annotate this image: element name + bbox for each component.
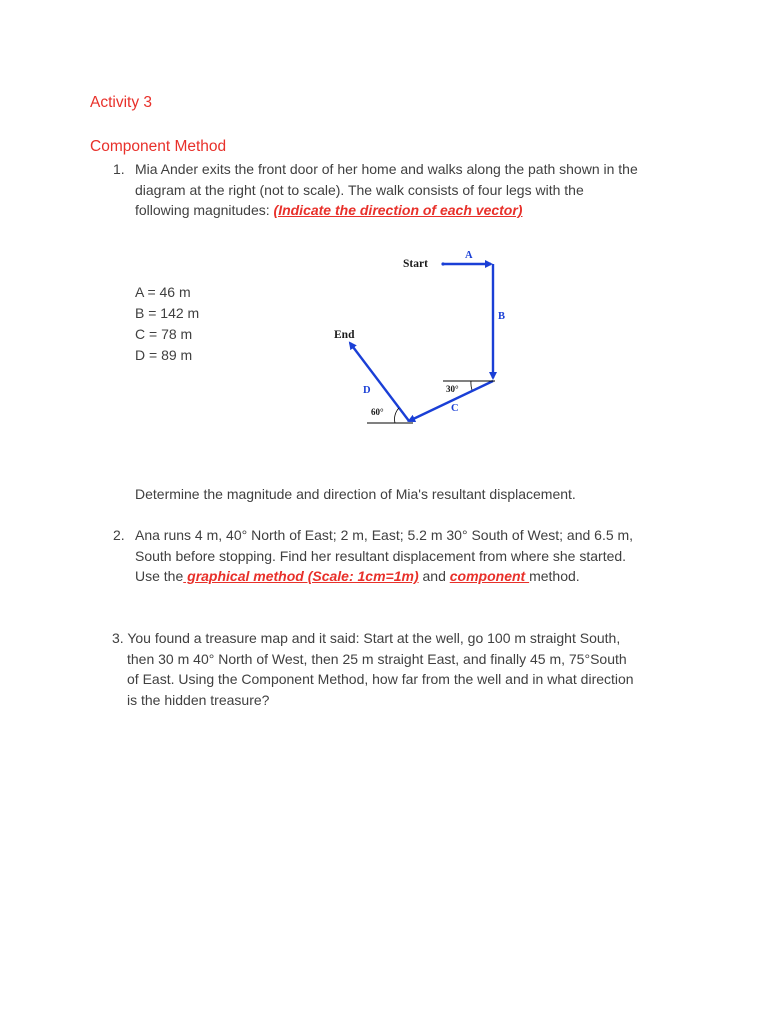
vector-magnitudes [135, 282, 199, 366]
question-1-line-1: Mia Ander exits the front door of her home and walks along the path shown in the [135, 161, 638, 177]
question-2-line-3-b: and [418, 568, 450, 584]
question-3 [112, 628, 634, 710]
question-2-line-3-a: Use the [135, 568, 184, 584]
angle-arc-60 [395, 408, 399, 423]
angle-label-60: 60° [371, 407, 384, 417]
end-label: End [334, 329, 355, 341]
section-title: Component Method [90, 138, 227, 155]
question-2-line-1: Ana runs 4 m, 40° North of East; 2 m, East; 5.2 m 30° South of West; and 6.5 m, [135, 527, 634, 543]
magnitude-d: D = 89 m [135, 347, 193, 363]
magnitude-b: B = 142 m [135, 305, 200, 321]
label-b: B [498, 311, 506, 322]
question-3-line-1: 3. You found a treasure map and it said: Start at the well, go 100 m straight South, [112, 630, 621, 646]
label-c: C [451, 403, 459, 414]
question-2-number: 2. [113, 527, 125, 543]
question-1-line-3-prefix: following magnitudes: [135, 202, 274, 218]
start-label: Start [403, 258, 428, 270]
angle-arc-30 [471, 381, 472, 390]
magnitude-a: A = 46 m [135, 284, 191, 300]
question-1-line-3 [135, 200, 638, 221]
magnitude-c: C = 78 m [135, 326, 193, 342]
question-2-line-3 [135, 566, 633, 587]
question-3-line-4: is the hidden treasure? [127, 691, 270, 708]
question-2-text [135, 525, 633, 587]
direction-instruction: (Indicate the direction of each vector) [273, 202, 523, 218]
activity-title: Activity 3 [90, 94, 153, 111]
question-1-prompt: Determine the magnitude and direction of Mia's resultant displacement. [135, 486, 576, 502]
question-3-line-2: then 30 m 40° North of West, then 25 m straight East, and finally 45 m, 75°South [127, 650, 627, 667]
question-2-line-3-c: method. [529, 568, 580, 584]
component-emphasis: component [449, 568, 530, 584]
question-1-text [135, 159, 638, 221]
vector-path-diagram [325, 246, 515, 431]
question-1-number: 1. [113, 161, 125, 177]
question-1-line-2: diagram at the right (not to scale). The walk consists of four legs with the [135, 181, 584, 198]
label-d: D [363, 385, 371, 396]
question-2-line-2: South before stopping. Find her resultant displacement from where she started. [135, 547, 627, 564]
graphical-method-emphasis: graphical method (Scale: 1cm=1m) [183, 568, 419, 584]
angle-label-30: 30° [446, 384, 459, 394]
question-3-line-3: of East. Using the Component Method, how far from the well and in what direction [127, 671, 634, 687]
label-a: A [465, 250, 473, 261]
